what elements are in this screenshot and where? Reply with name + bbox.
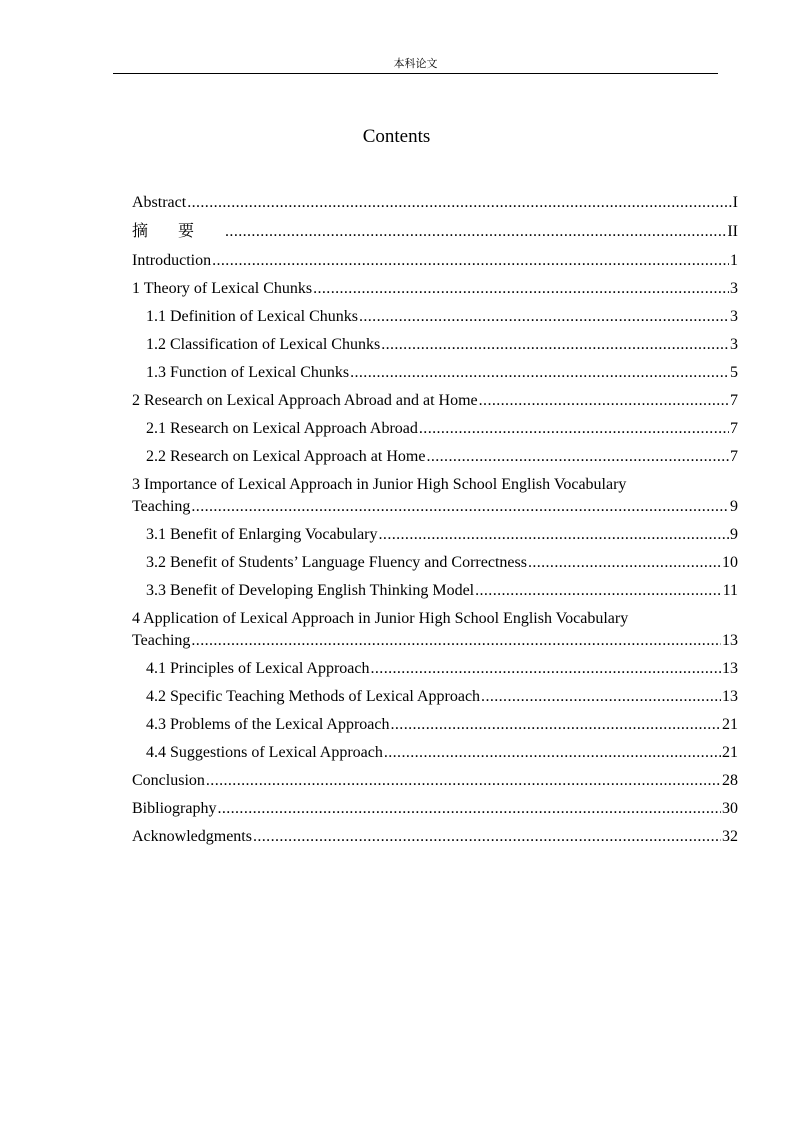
toc-entry-section-3-3[interactable] — [132, 577, 738, 605]
toc-entry-label: 2.2 Research on Lexical Approach at Home — [146, 448, 426, 465]
toc-entry-chapter-1[interactable] — [132, 275, 738, 303]
toc-entry-section-4-3[interactable] — [132, 711, 738, 739]
toc-entry-page: 32 — [722, 828, 738, 845]
toc-entry-label: 1.2 Classification of Lexical Chunks — [146, 336, 381, 353]
toc-entry-page: 21 — [722, 716, 738, 733]
toc-entry-page: 28 — [722, 772, 738, 789]
toc-entry-label: Abstract — [132, 194, 187, 211]
toc-entry-page: 9 — [730, 498, 738, 515]
dot-leader — [206, 767, 721, 795]
dot-leader — [313, 275, 729, 303]
dot-leader — [528, 549, 721, 577]
toc-entry-label: Acknowledgments — [132, 828, 252, 845]
toc-entry-section-1-2[interactable] — [132, 331, 738, 359]
dot-leader — [191, 630, 721, 652]
toc-entry-label: 3.3 Benefit of Developing English Thinking Model — [146, 582, 475, 599]
toc-entry-page: I — [732, 194, 738, 211]
dot-leader — [217, 795, 721, 823]
toc-entry-label: 4.4 Suggestions of Lexical Approach — [146, 744, 383, 761]
toc-entry-label: 3.1 Benefit of Enlarging Vocabulary — [146, 526, 378, 543]
toc-entry-page: 13 — [722, 660, 738, 677]
dot-leader — [187, 189, 731, 217]
dot-leader — [253, 823, 721, 851]
toc-entry-chapter-3-line1[interactable]: 3 Importance of Lexical Approach in Junior High School English Vocabulary — [132, 476, 627, 493]
dot-leader — [191, 496, 729, 518]
toc-entry-label: 2 Research on Lexical Approach Abroad and at Home — [132, 392, 478, 409]
dot-leader — [381, 331, 729, 359]
dot-leader — [359, 303, 729, 331]
dot-leader — [479, 387, 729, 415]
dot-leader — [212, 247, 729, 275]
toc-entry-page: 21 — [722, 744, 738, 761]
toc-entry-label: 摘要 — [132, 223, 225, 240]
toc-entry-section-1-3[interactable] — [132, 359, 738, 387]
toc-entry-page: II — [727, 223, 738, 240]
dot-leader — [419, 415, 729, 443]
toc-entry-page: 5 — [730, 364, 738, 381]
toc-entry-label: Teaching — [132, 498, 191, 515]
toc-entry-page: 10 — [722, 554, 738, 571]
toc-entry-page: 13 — [722, 632, 738, 649]
toc-entry-chinese-abstract[interactable] — [132, 217, 738, 247]
toc-entry-section-3-2[interactable] — [132, 549, 738, 577]
running-header: 本科论文 — [393, 58, 438, 70]
toc-entry-page: 1 — [730, 252, 738, 269]
toc-entry-page: 3 — [730, 336, 738, 353]
toc-entry-section-4-1[interactable] — [132, 655, 738, 683]
toc-entry-page: 7 — [730, 392, 738, 409]
toc-entry-page: 13 — [722, 688, 738, 705]
toc-entry-section-3-1[interactable] — [132, 521, 738, 549]
toc-entry-label: 3.2 Benefit of Students’ Language Fluency and Correctness — [146, 554, 527, 571]
toc-entry-page: 3 — [730, 280, 738, 297]
toc-entry-label: 2.1 Research on Lexical Approach Abroad — [146, 420, 418, 437]
toc-entry-page: 7 — [730, 448, 738, 465]
toc-entry-page: 7 — [730, 420, 738, 437]
toc-entry-page: 3 — [730, 308, 738, 325]
dot-leader — [391, 711, 722, 739]
toc-entry-label: Bibliography — [132, 800, 217, 817]
toc-entry-section-1-1[interactable] — [132, 303, 738, 331]
toc-entry-chapter-3[interactable] — [132, 496, 738, 518]
toc-entry-bibliography[interactable] — [132, 795, 738, 823]
dot-leader — [475, 577, 721, 605]
toc-entry-label: 1 Theory of Lexical Chunks — [132, 280, 313, 297]
table-of-contents — [132, 189, 738, 851]
dot-leader — [384, 739, 721, 767]
toc-entry-chapter-2[interactable] — [132, 387, 738, 415]
toc-entry-section-2-1[interactable] — [132, 415, 738, 443]
toc-entry-page: 30 — [722, 800, 738, 817]
toc-entry-label: 1.1 Definition of Lexical Chunks — [146, 308, 358, 325]
toc-entry-label: Conclusion — [132, 772, 205, 789]
toc-entry-label: 4.1 Principles of Lexical Approach — [146, 660, 370, 677]
toc-entry-chapter-4-line1[interactable]: 4 Application of Lexical Approach in Junior High School English Vocabulary — [132, 610, 629, 627]
dot-leader — [225, 217, 726, 247]
toc-entry-section-2-2[interactable] — [132, 443, 738, 471]
toc-entry-page: 9 — [730, 526, 738, 543]
toc-entry-section-4-4[interactable] — [132, 739, 738, 767]
page-title: Contents — [362, 126, 431, 147]
header-rule — [113, 73, 718, 74]
dot-leader — [379, 521, 729, 549]
toc-entry-conclusion[interactable] — [132, 767, 738, 795]
toc-entry-label: Teaching — [132, 632, 191, 649]
toc-entry-introduction[interactable] — [132, 247, 738, 275]
toc-entry-section-4-2[interactable] — [132, 683, 738, 711]
toc-entry-chapter-4[interactable] — [132, 630, 738, 652]
toc-entry-label: 4.3 Problems of the Lexical Approach — [146, 716, 390, 733]
toc-entry-acknowledgments[interactable] — [132, 823, 738, 851]
toc-entry-label: Introduction — [132, 252, 212, 269]
toc-entry-label: 1.3 Function of Lexical Chunks — [146, 364, 350, 381]
toc-entry-abstract[interactable] — [132, 189, 738, 217]
dot-leader — [426, 443, 729, 471]
dot-leader — [350, 359, 729, 387]
dot-leader — [481, 683, 721, 711]
toc-entry-page: 11 — [722, 582, 738, 599]
toc-entry-label: 4.2 Specific Teaching Methods of Lexical Approach — [146, 688, 481, 705]
dot-leader — [371, 655, 722, 683]
